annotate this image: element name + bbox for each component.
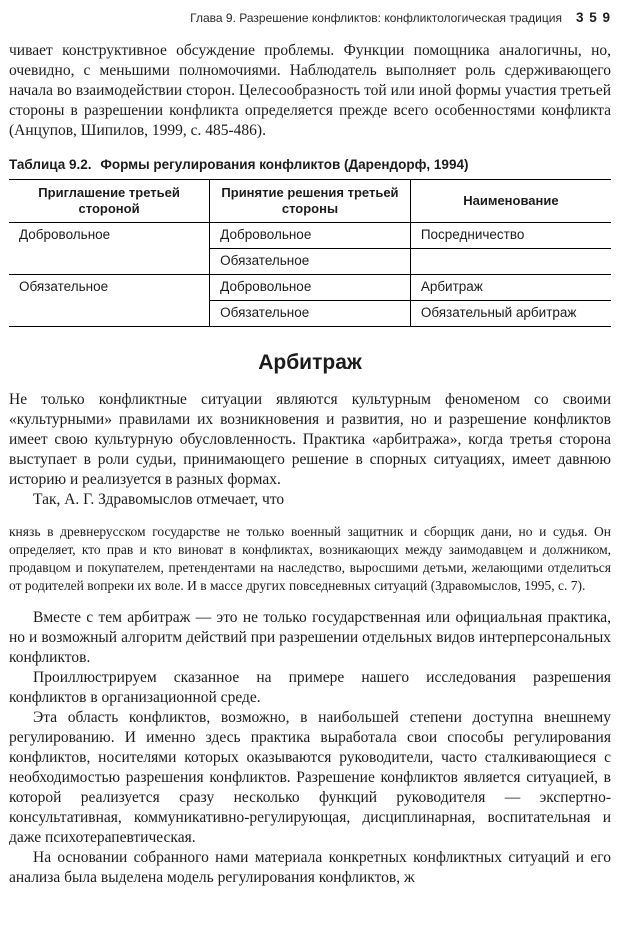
table-caption: [9, 157, 611, 172]
paragraph-continuation: чивает конструктивное обсуждение проблемы. Функции помощника аналогичны, но, очевидно, с меньшими полномочиями. Наблюдатель выполняет роль сдерживающего начала во взаимодействии сторон. Целесообразность той или иной формы участия третьей стороны в разрешении конфликта определяется прежде всего особенностями конфликта (Анцупов, Шипилов, 1999, с. 485-486).: [9, 42, 611, 139]
paragraph-na-osnovanii: На основании собранного нами материала конкретных конфликтных ситуаций и его анализа была выделена модель регулирования конфликтов, ж: [9, 849, 611, 886]
paragraph-zdravomyslov-lead: Так, А. Г. Здравомыслов отмечает, что: [33, 491, 285, 508]
running-header: [9, 10, 611, 25]
cell-name: Арбитраж: [410, 275, 611, 301]
block-quote: князь в древнерусском государстве не только военный защитник и сборщик дани, но и судья. Он определяет, кто прав и кто виноват в конфликтах, возникающих между заимодавцем и должником, продавцом и покупателем, претендентами на наследство, выросшими детьми, желающими отделиться от родителей вопреки их воле. И в массе других повседневных ситуаций (Здравомыслов, 1995, с. 7).: [9, 524, 611, 593]
cell-name: Посредничество: [410, 223, 611, 249]
page-body: [9, 41, 611, 888]
column-header-invitation: Приглашение третьей стороной: [9, 180, 210, 223]
section-heading: Арбитраж: [258, 351, 362, 374]
running-header-title: Глава 9. Разрешение конфликтов: конфликтологическая традиция: [190, 11, 562, 25]
cell-name: Обязательный арбитраж: [410, 301, 611, 327]
table-row: [9, 275, 611, 301]
table-caption-label: Таблица 9.2.: [9, 157, 92, 172]
cell-decision: Обязательное: [210, 301, 411, 327]
table-caption-text: Формы регулирования конфликтов (Дарендорф, 1994): [100, 157, 469, 172]
paragraph-arbitrage-intro: Не только конфликтные ситуации являются культурным феноменом со своими «культурными» правилами их возникновения и развития, но и разрешение конфликтов имеет свою культурную обусловленность. Практика «арбитража», когда третья сторона выступает в роли судьи, принимающего решение в спорных ситуациях, имеет давнюю историю и реализуется в разных формах.: [9, 391, 611, 488]
paragraph-oblast-konfliktov: Эта область конфликтов, возможно, в наибольшей степени доступна внешнему регулированию. И именно здесь практика выработала свои способы регулирования конфликтов, носителями которых оказываются руководители, часто сталкивающиеся с необходимостью разрешения конфликтов. Разрешение конфликтов является ситуацией, в которой реализуется сразу несколько функций руководителя — экспертно-консультативная, коммуникативно-регулирующая, дисциплинарная, воспитательная и даже психотерапевтическая.: [9, 709, 611, 846]
cell-decision: Добровольное: [210, 275, 411, 301]
conflict-forms-table: [9, 179, 611, 327]
table-row: [9, 223, 611, 249]
cell-name: [410, 249, 611, 275]
column-header-decision: Принятие решения третьей стороны: [210, 180, 411, 223]
cell-decision: Добровольное: [210, 223, 411, 249]
paragraph-vmeste: Вместе с тем арбитраж — это не только государственная или официальная практика, но и возможный алгоритм действий при разрешении отдельных видов интерперсональных конфликтов.: [9, 609, 611, 666]
paragraph-proillustriruem: Проиллюстрируем сказанное на примере нашего исследования разрешения конфликтов в организационной среде.: [9, 669, 611, 706]
cell-invitation: Обязательное: [9, 275, 210, 327]
column-header-name: Наименование: [410, 180, 611, 223]
page-number: 3 5 9: [575, 10, 611, 25]
cell-invitation: Добровольное: [19, 227, 111, 242]
cell-decision: Обязательное: [210, 249, 411, 275]
table-header-row: [9, 180, 611, 223]
